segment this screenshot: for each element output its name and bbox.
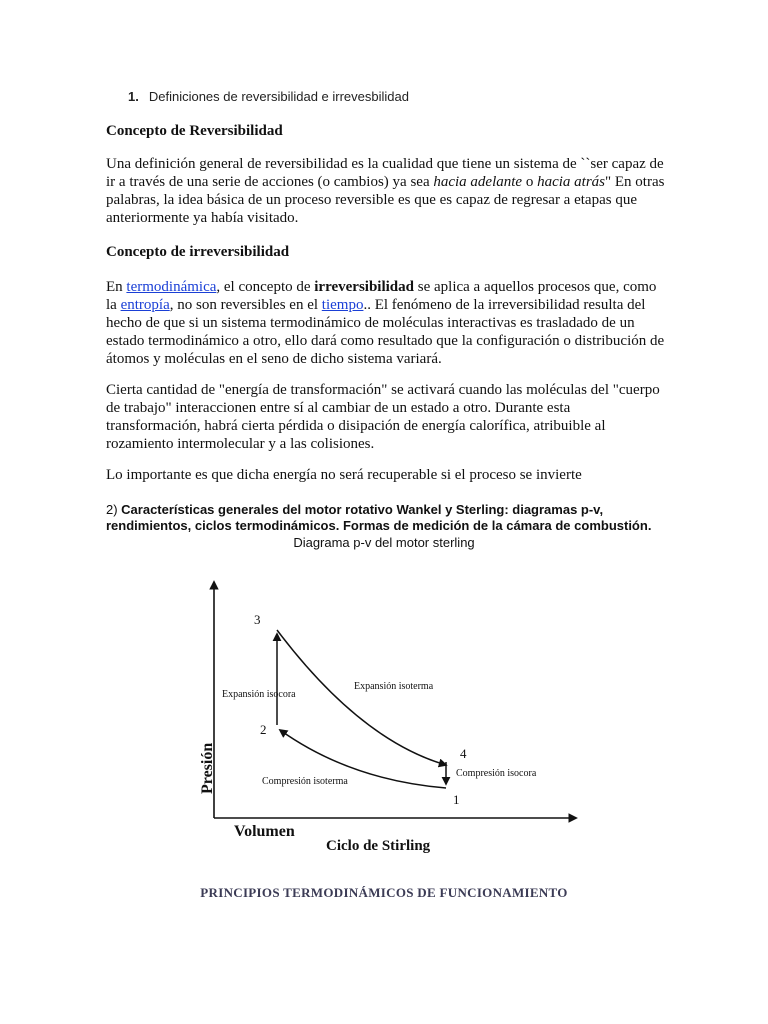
- list-number: 1.: [128, 89, 139, 104]
- compresion-isocora-label: Compresión isocora: [456, 768, 537, 779]
- entropia-link[interactable]: entropía: [120, 297, 170, 313]
- section-2-number: 2): [106, 502, 122, 517]
- point-3-label: 3: [254, 612, 261, 627]
- termodinamica-link[interactable]: termodinámica: [126, 279, 217, 295]
- expansion-isoterma-label: Expansión isoterma: [354, 681, 434, 692]
- irreversibility-paragraph-3: Lo importante es que dicha energía no será recuperable si el proceso se invierte: [106, 467, 582, 483]
- section-2-heading: [106, 502, 676, 534]
- text-run: , no son reversibles en el: [169, 297, 322, 313]
- text-run: , el concepto de: [216, 279, 315, 295]
- text-run: se aplica a aquellos procesos que, como la: [106, 279, 657, 313]
- y-axis-label: Presión: [199, 742, 216, 794]
- text-run: En: [106, 279, 127, 295]
- irreversibility-paragraph-2: Cierta cantidad de "energía de transformación" se activará cuando las moléculas del "cuerpo de trabajo" interaccionen entre sí al cambiar de un estado a otro. Durante esta transformación, habrá cierta pérdida o disipación de energía calorífica, atribuible al rozamiento intermolecular y a las colisiones.: [106, 382, 660, 452]
- reversibility-paragraph: [106, 155, 666, 227]
- text-run: .. El fenómeno de la irreversibilidad resulta del hecho de que si un sistema termodinámico de moléculas interactivas es trasladado de un estado termodinámico a otro, ello dará como resultado que la configuración o distribución de átomos y moléculas en el seno de dicho sistema variará.: [106, 297, 665, 367]
- x-axis-label: Volumen: [234, 823, 295, 840]
- expansion-isocora-label: Expansión isocora: [222, 689, 296, 700]
- point-2-label: 2: [260, 722, 267, 737]
- stirling-pv-diagram: [190, 570, 590, 855]
- cycle-label: Ciclo de Stirling: [326, 838, 431, 854]
- diagram-caption: Diagrama p-v del motor sterling: [293, 535, 475, 550]
- emphasis-backward: hacia atrás: [537, 174, 606, 190]
- irreversibility-paragraph-1: [106, 278, 666, 368]
- compresion-isoterma-label: Compresión isoterma: [262, 776, 348, 787]
- irreversibilidad-strong: irreversibilidad: [314, 279, 414, 295]
- point-1-label: 1: [453, 792, 460, 807]
- section-2-title: Características generales del motor rotativo Wankel y Sterling: diagramas p-v, rendimientos, ciclos termodinámicos. Formas de medición de la cámara de combustión.: [106, 502, 652, 533]
- point-4-label: 4: [460, 746, 467, 761]
- tiempo-link[interactable]: tiempo: [321, 297, 364, 313]
- irreversibility-title: Concepto de irreversibilidad: [106, 244, 290, 260]
- principles-title: PRINCIPIOS TERMODINÁMICOS DE FUNCIONAMIENTO: [200, 885, 568, 900]
- emphasis-forward: hacia adelante: [433, 174, 523, 190]
- text-run: " En otras palabras, la idea básica de un proceso reversible es que es capaz de regresar a etapas que anteriormente ya había visitado.: [106, 174, 665, 226]
- text-run: o: [522, 174, 538, 190]
- list-heading-text: Definiciones de reversibilidad e irrevesbilidad: [148, 89, 409, 104]
- text-run: Una definición general de reversibilidad es la cualidad que tiene un sistema de ``ser capaz de ir a través de una serie de acciones (o cambios) ya sea: [106, 156, 664, 190]
- reversibility-title: Concepto de Reversibilidad: [106, 123, 283, 139]
- list-heading: [128, 89, 409, 104]
